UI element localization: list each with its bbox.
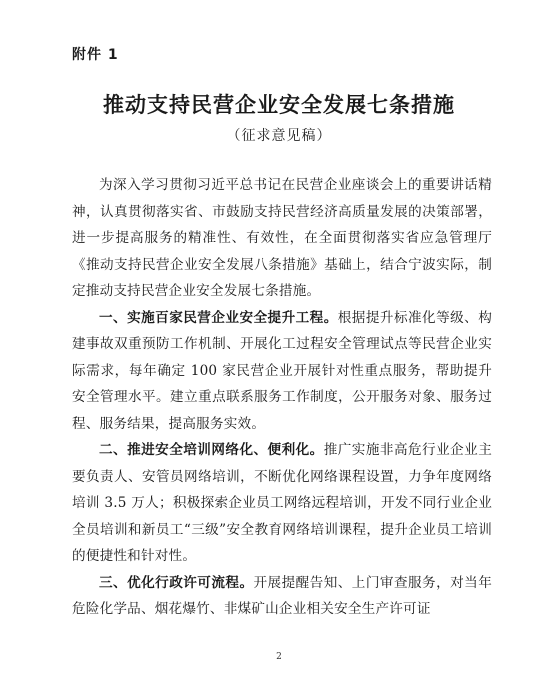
paragraph-intro xyxy=(72,172,492,305)
document-subtitle: （征求意见稿） xyxy=(226,128,332,144)
attachment-label: 附件 1 xyxy=(72,47,119,63)
document-body xyxy=(72,172,492,623)
document-title: 推动支持民营企业安全发展七条措施 xyxy=(103,92,455,117)
paragraph-lead: 一、实施百家民营企业安全提升工程。 xyxy=(99,309,338,326)
page-number: 2 xyxy=(276,652,282,662)
paragraph-text: 为深入学习贯彻习近平总书记在民营企业座谈会上的重要讲话精神，认真贯彻落实省、市鼓励支持民营经济高质量发展的决策部署，进一步提高服务的精准性、有效性，在全面贯彻落实省应急管理厅《推动支持民营企业安全发展八条措施》基础上，结合宁波实际，制定推动支持民营企业安全发展七条措施。 xyxy=(72,177,492,299)
paragraph-text: 推广实施非高危行业企业主要负责人、安管员网络培训，不断优化网络课程设置，力争年度网络培训 3.5 万人；积极探索企业员工网络远程培训，开发不同行业企业全员培训和新员工“三级”安全教育网络培训课程，提升企业员工培训的便捷性和针对性。 xyxy=(72,442,492,564)
paragraph-measure-3 xyxy=(72,570,492,623)
paragraph-text: 开展提醒告知、上门审查服务，对当年危险化学品、烟花爆竹、非煤矿山企业相关安全生产许可证 xyxy=(72,574,493,617)
paragraph-lead: 三、优化行政许可流程。 xyxy=(99,574,254,591)
paragraph-measure-1 xyxy=(72,305,492,438)
paragraph-lead: 二、推进安全培训网络化、便利化。 xyxy=(99,442,324,458)
paragraph-measure-2 xyxy=(72,437,492,570)
paragraph-text: 根据提升标准化等级、构建事故双重预防工作机制、开展化工过程安全管理试点等民营企业实际需求，每年确定 100 家民营企业开展针对性重点服务，帮助提升安全管理水平。建立重点联系服务工作制度，公开服务对象、服务过程、服务结果，提高服务实效。 xyxy=(72,309,493,432)
